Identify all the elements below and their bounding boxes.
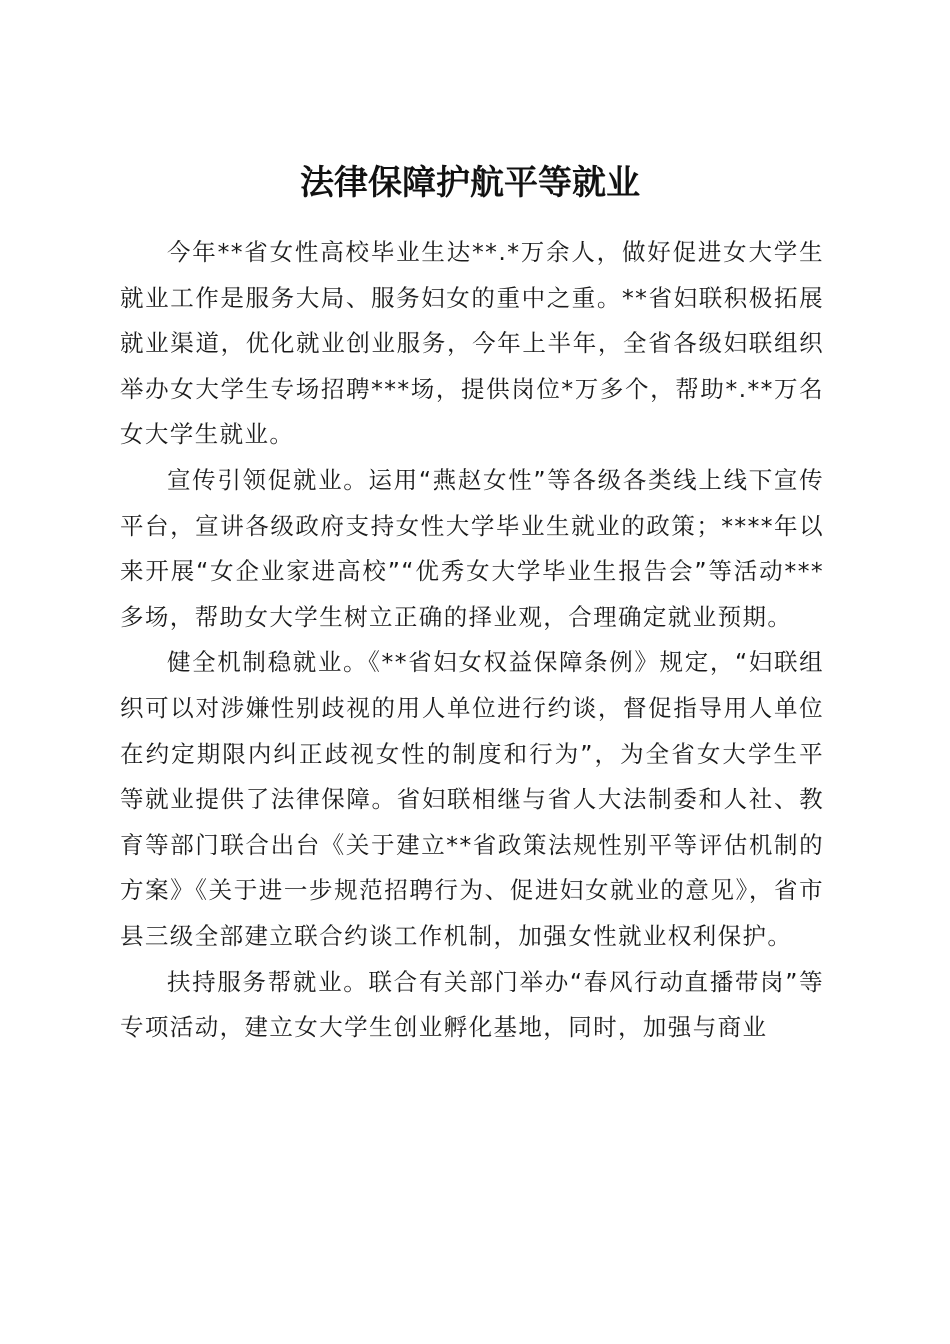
document-title: 法律保障护航平等就业	[300, 162, 640, 203]
document-body	[120, 230, 824, 1051]
paragraph-intro: 今年**省女性高校毕业生达**.*万余人，做好促进女大学生就业工作是服务大局、服务妇女的重中之重。**省妇联积极拓展就业渠道，优化就业创业服务，今年上半年，全省各级妇联组织举办女大学生专场招聘***场，提供岗位*万多个，帮助*.**万名女大学生就业。	[120, 238, 824, 449]
paragraph-mechanism: 健全机制稳就业。《**省妇女权益保障条例》规定，“妇联组织可以对涉嫌性别歧视的用人单位进行约谈，督促指导用人单位在约定期限内纠正歧视女性的制度和行为”，为全省女大学生平等就业提供了法律保障。省妇联相继与省人大法制委和人社、教育等部门联合出台《关于建立**省政策法规性别平等评估机制的方案》《关于进一步规范招聘行为、促进妇女就业的意见》，省市县三级全部建立联合约谈工作机制，加强女性就业权利保护。	[120, 648, 824, 950]
paragraph-promotion: 宣传引领促就业。运用“燕赵女性”等各级各类线上线下宣传平台，宣讲各级政府支持女性大学毕业生就业的政策；****年以来开展“女企业家进高校”“优秀女大学毕业生报告会”等活动***多场，帮助女大学生树立正确的择业观，合理确定就业预期。	[120, 465, 824, 631]
paragraph-support: 扶持服务帮就业。联合有关部门举办“春风行动直播带岗”等专项活动，建立女大学生创业孵化基地，同时，加强与商业	[120, 967, 824, 1042]
